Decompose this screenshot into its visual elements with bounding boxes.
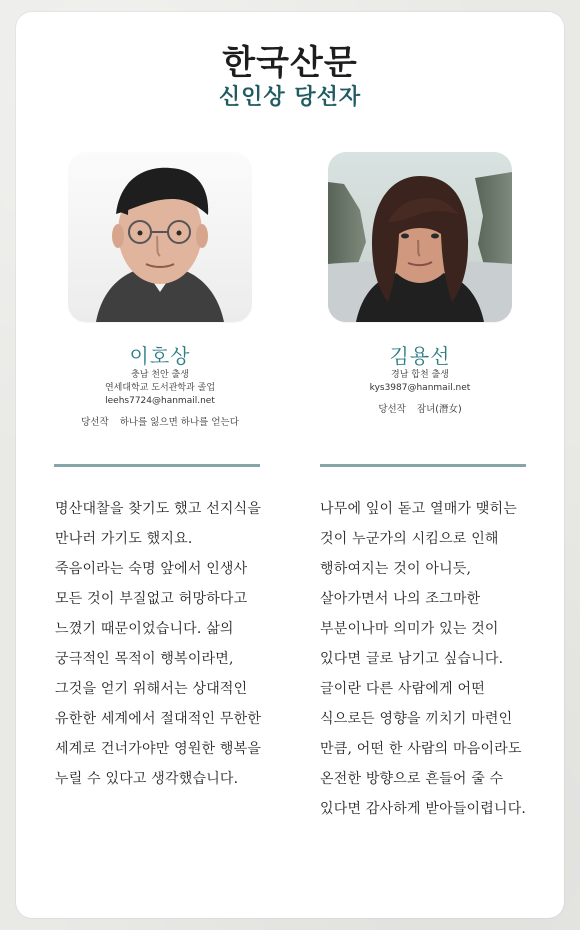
page-subtitle: 신인상 당선자 (218, 85, 362, 110)
winner-meta-left-3: leehs7724@hanmail.net (105, 396, 215, 406)
winner-name-left: 이호상 (129, 344, 191, 368)
section-divider-left (54, 464, 260, 467)
header (16, 43, 564, 110)
portrait-right-illustration (328, 152, 512, 322)
award-title-left: 하나를 잃으면 하나를 얻는다 (119, 417, 239, 428)
winner-name-right: 김용선 (389, 344, 451, 368)
announcement-card (16, 12, 564, 918)
winner-meta-left-1: 충남 천안 출생 (131, 370, 189, 380)
winner-meta-right-1: 경남 합천 출생 (391, 370, 449, 380)
winner-meta-right-2: kys3987@hanmail.net (369, 383, 471, 393)
section-divider-right (320, 464, 526, 467)
essay-left: 명산대찰을 찾기도 했고 선지식을 만나러 가기도 했지요. 죽음이라는 숙명 앞에서 인생사 모든 것이 부질없고 허망하다고 느꼈기 때문이었습니다. 삶의 궁극적인 목적이 행복이라면, 그것을 얻기 위해서는 상대적인 유한한 세계에서 절대적인 무한한 세계로 건너가야만 영원한 행복을 누릴 수 있다고 생각했습니다. (55, 501, 262, 787)
portrait-image-left (68, 152, 252, 322)
winner-left (60, 152, 260, 428)
award-line-left (60, 414, 260, 428)
award-label-right: 당선작 (378, 404, 406, 415)
essay-right: 나무에 잎이 돋고 열매가 맺히는 것이 누군가의 시킴으로 인해 행하여지는 것이 아니듯, 살아가면서 나의 조그마한 부분이나마 의미가 있는 것이 있다면 글로 남기고 싶습니다. 글이란 다른 사람에게 어떤 식으로든 영향을 끼치기 마련인 만큼, 어떤 한 사람의 마음이라도 온전한 방향으로 흔들어 줄 수 있다면 감사하게 받아들이렵니다. (320, 501, 527, 817)
award-label-left: 당선작 (81, 417, 109, 428)
portrait-left-illustration (68, 152, 252, 322)
brand-title: 한국산문 (222, 43, 358, 83)
award-title-right: 잠녀(潛女) (416, 404, 462, 415)
award-line-right (320, 401, 520, 415)
winner-meta-left-2: 연세대학교 도서관학과 졸업 (104, 383, 216, 393)
portrait-image-right (328, 152, 512, 322)
winner-right (320, 152, 520, 415)
